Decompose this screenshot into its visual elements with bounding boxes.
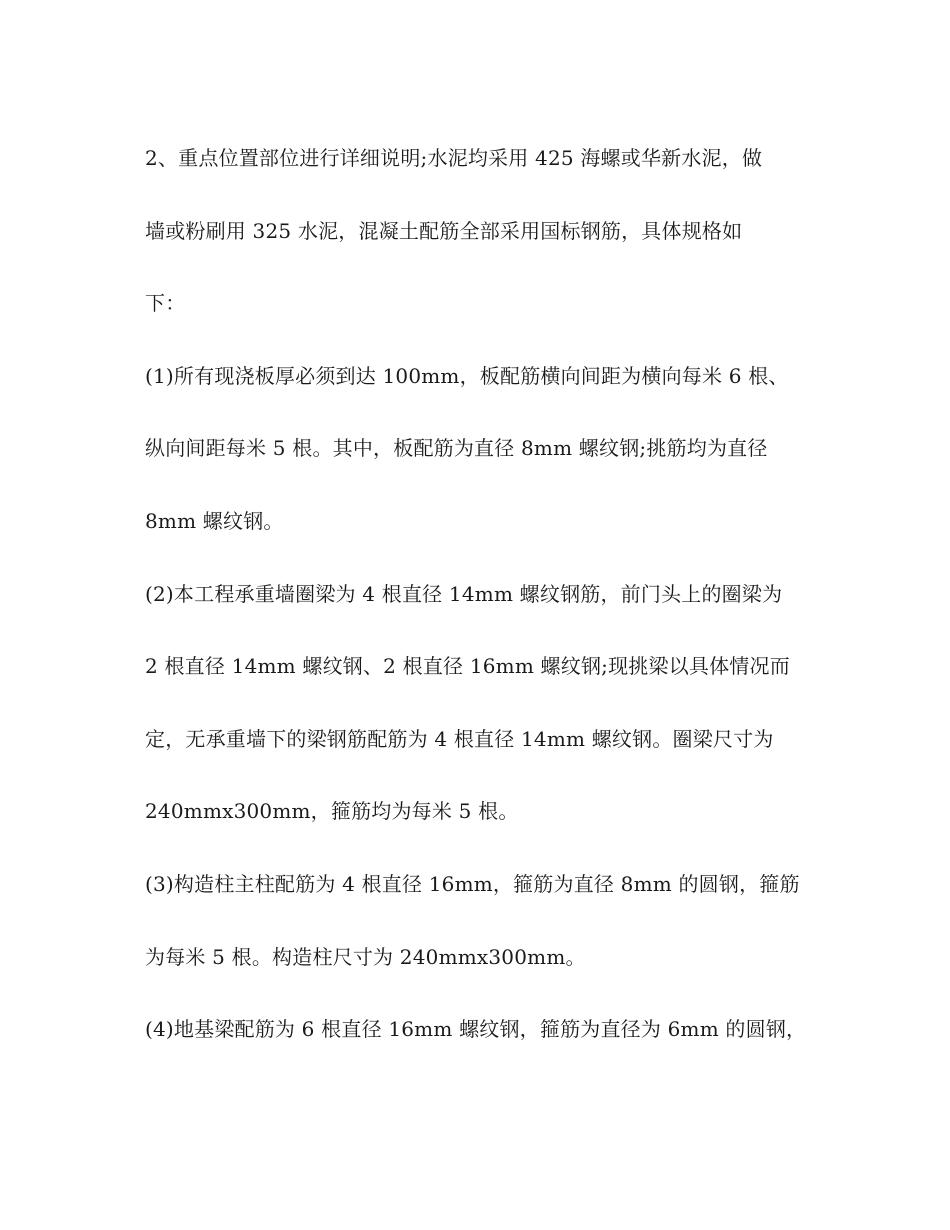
text-line-2: 墙或粉刷用 325 水泥，混凝土配筋全部采用国标钢筋，具体规格如: [145, 218, 743, 243]
body-text: [145, 138, 810, 1082]
text-line-13: (4)地基梁配筋为 6 根直径 16mm 螺纹钢，箍筋为直径为 6mm 的圆钢，: [145, 1017, 807, 1042]
text-line-10: 240mmx300mm，箍筋均为每米 5 根。: [145, 799, 519, 824]
text-line-7: (2)本工程承重墙圈梁为 4 根直径 14mm 螺纹钢筋，前门头上的圈梁为: [145, 581, 783, 606]
text-line-4: (1)所有现浇板厚必须到达 100mm，板配筋横向间距为横向每米 6 根、: [145, 363, 789, 388]
text-line-11: (3)构造柱主柱配筋为 4 根直径 16mm，箍筋为直径 8mm 的圆钢，箍筋: [145, 871, 800, 896]
text-line-3: 下：: [145, 291, 186, 316]
text-line-9: 定，无承重墙下的梁钢筋配筋为 4 根直径 14mm 螺纹钢。圈梁尺寸为: [145, 726, 774, 751]
text-line-1: 2、重点位置部位进行详细说明;水泥均采用 425 海螺或华新水泥，做: [145, 146, 763, 170]
text-line-12: 为每米 5 根。构造柱尺寸为 240mmx300mm。: [145, 944, 586, 969]
text-line-5: 纵向间距每米 5 根。其中，板配筋为直径 8mm 螺纹钢;挑筋均为直径: [145, 436, 768, 461]
text-line-8: 2 根直径 14mm 螺纹钢、2 根直径 16mm 螺纹钢;现挑梁以具体情况而: [145, 654, 790, 679]
text-line-6: 8mm 螺纹钢。: [145, 508, 284, 533]
